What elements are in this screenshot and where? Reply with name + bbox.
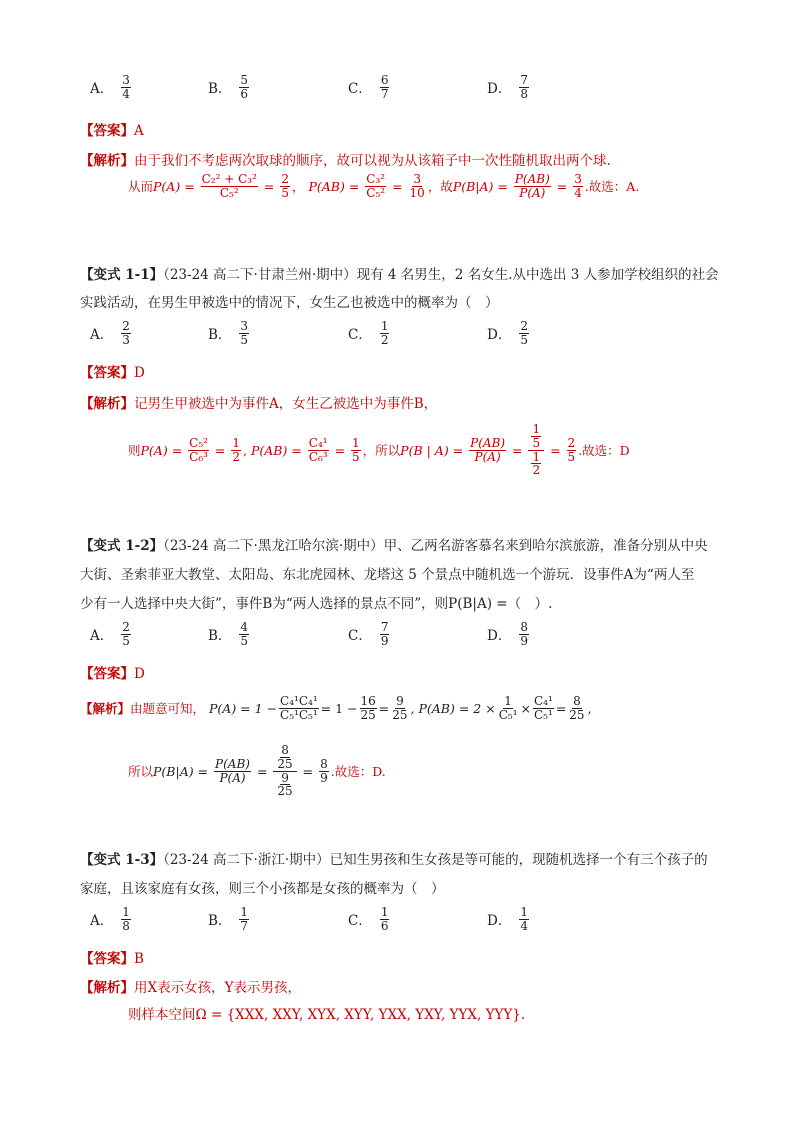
answer-line [80,662,145,682]
eq-fraction: $\frac{2}{5}$ [281,172,289,200]
option-d [487,906,531,932]
option-fraction: $\frac{4}{5}$ [240,620,249,648]
analysis-equation: 所以 P(B|A) = $\frac{P(AB)}{P(A)}$ = $\frac{\frac{8}{25}}{\frac{9}{25}}$ = $\frac{8}{9}$ .故选：D. [128,743,386,799]
answer-tag: 【答案】 [80,951,134,967]
option-fraction: $\frac{1}{2}$ [380,319,389,347]
question-stem: 已知生男孩和生女孩是等可能的，现随机选择一个有三个孩子的 [329,852,708,868]
eq-fraction: $\frac{\text{C₂² + C₃²}}{\text{C₅²}}$ [201,172,257,200]
option-a [90,74,133,100]
answer-value: A [134,123,144,139]
option-label: D． [487,327,512,344]
option-fraction: $\frac{1}{7}$ [240,905,249,933]
option-label: A． [90,913,114,930]
option-label: D． [487,81,512,98]
question-stem: 实践活动，在男生甲被选中的情况下，女生乙也被选中的概率为（ ） [80,295,499,311]
eq-pba: P(B|A) [452,178,494,194]
question-stem: 现有 4 名男生，2 名女生.从中选出 3 人参加学校组织的社会 [356,267,719,283]
eq-pab: P(AB) [308,178,345,194]
variant-source: （23-24 高二下·甘肃兰州·期中） [163,267,357,283]
variant-tag: 【变式 1-3】 [80,852,164,868]
answer-value: B [134,951,144,967]
question-stem: 家庭，且该家庭有女孩，则三个小孩都是女孩的概率为（ ） [80,881,445,897]
analysis-text: 由于我们不考虑两次取球的顺序，故可以视为从该箱子中一次性随机取出两个球. [134,153,611,169]
analysis-line [80,976,301,996]
variant-title [80,848,708,868]
option-c [348,320,391,346]
option-label: A． [90,81,114,98]
variant-source: （23-24 高二下·浙江·期中） [163,852,330,868]
option-a [90,906,133,932]
eq-pa: P(A) [153,178,181,194]
option-fraction: $\frac{3}{4}$ [122,73,130,101]
eq-fraction: $\frac{\text{C₃²}}{\text{C₅²}}$ [366,172,386,200]
option-fraction: $\frac{2}{5}$ [520,319,528,347]
option-b [208,621,251,647]
eq-fraction: $\frac{3}{4}$ [574,172,582,200]
option-label: C． [348,81,372,98]
analysis-line [80,149,611,169]
option-label: C． [348,628,372,645]
option-label: C． [348,913,372,930]
answer-value: D [134,365,145,381]
option-d [487,621,531,647]
option-c [348,74,391,100]
answer-line [80,361,145,381]
question-stem: 甲、乙两名游客慕名来到哈尔滨旅游，准备分别从中央 [383,538,708,554]
option-fraction: $\frac{3}{5}$ [240,319,249,347]
option-label: C． [348,327,372,344]
option-label: B． [208,81,232,98]
answer-line [80,947,144,967]
analysis-equation: 则 P(A) = $\frac{\text{C₅²}}{\text{C₆³}}$ = $\frac{1}{2}$ , P(AB) = $\frac{\text{C₄¹}}{\text{C₆³}}$ = $\frac{1}{5}$ ，所以 P(B | A) = $\frac{P(AB)}{P(A)}$ = $\frac{\frac{1}{5}}{\frac{1}{2}}$ = $\frac{2}{5}$ .故选：D [128,422,630,478]
answer-value: D [134,666,145,682]
option-b [208,74,251,100]
analysis-equation: 从而 P(A) = $\frac{\text{C₂² + C₃²}}{\text{C₅²}}$ = $\frac{2}{5}$ ， P(AB) = $\frac{\text{C₃²}}{\text{C₅²}}$ = $\frac{3}{10}$ ，故 P(B|A) = $\frac{P(AB)}{P(A)}$ = $\frac{3}{4}$ .故选：A. [128,172,640,200]
answer-line [80,119,144,139]
option-fraction: $\frac{2}{5}$ [122,620,130,648]
option-label: A． [90,327,114,344]
option-fraction: $\frac{1}{8}$ [122,905,130,933]
variant-tag: 【变式 1-2】 [80,538,164,554]
variant-tag: 【变式 1-1】 [80,267,164,283]
option-a [90,320,133,346]
option-c [348,906,391,932]
analysis-tag: 【解析】 [80,153,134,169]
option-label: B． [208,628,232,645]
answer-tag: 【答案】 [80,666,134,682]
option-fraction: $\frac{5}{6}$ [240,73,249,101]
answer-tag: 【答案】 [80,365,134,381]
option-fraction: $\frac{6}{7}$ [380,73,389,101]
option-label: D． [487,628,512,645]
option-fraction: $\frac{1}{4}$ [520,905,528,933]
question-stem: 大街、圣索菲亚大教堂、太阳岛、东北虎园林、龙塔这 5 个景点中随机选一个游玩．设事件A为“两人至 [80,567,695,583]
option-a [90,621,133,647]
variant-title [80,534,708,554]
option-label: A． [90,628,114,645]
analysis-equation: 【解析】 由题意可知， P(A) = 1 − $\frac{\text{C₄¹C₄¹}}{\text{C₅¹C₅¹}}$ = 1 − $\frac{16}{25}$ = $\frac{9}{25}$ , P(AB) = 2 × $\frac{1}{\text{C₅¹}}$ × $\frac{\text{C₄¹}}{\text{C₅¹}}$ = $\frac{8}{25}$ , [80,693,592,722]
question-stem: 少有一人选择中央大街”，事件B为“两人选择的景点不同”，则P(B|A) =（ ）. [80,596,553,612]
eq-fraction: $\frac{P(AB)}{P(A)}$ [514,172,550,200]
sample-space: 则样本空间Ω = {XXX, XXY, XYX, XYY, YXX, YXY, YYX, YYY}. [128,1007,526,1023]
option-fraction: $\frac{7}{9}$ [380,620,389,648]
option-label: B． [208,327,232,344]
analysis-text: 记男生甲被选中为事件A，女生乙被选中为事件B， [134,396,438,412]
eq-prefix: 从而 [128,179,154,195]
analysis-line [80,392,437,412]
eq-conclusion: .故选：A. [584,179,640,195]
option-label: D． [487,913,512,930]
variant-title [80,263,719,283]
eq-fraction: $\frac{3}{10}$ [409,172,425,200]
option-label: B． [208,913,232,930]
option-d [487,74,531,100]
option-b [208,320,251,346]
analysis-tag: 【解析】 [80,980,134,996]
option-fraction: $\frac{8}{9}$ [520,620,528,648]
option-d [487,320,531,346]
answer-tag: 【答案】 [80,123,134,139]
option-fraction: $\frac{2}{3}$ [122,319,130,347]
variant-source: （23-24 高二下·黑龙江哈尔滨·期中） [163,538,384,554]
analysis-text: 用X表示女孩，Y表示男孩， [134,980,302,996]
analysis-tag: 【解析】 [80,396,134,412]
option-b [208,906,251,932]
option-fraction: $\frac{1}{6}$ [380,905,389,933]
option-fraction: $\frac{7}{8}$ [520,73,528,101]
option-c [348,621,391,647]
